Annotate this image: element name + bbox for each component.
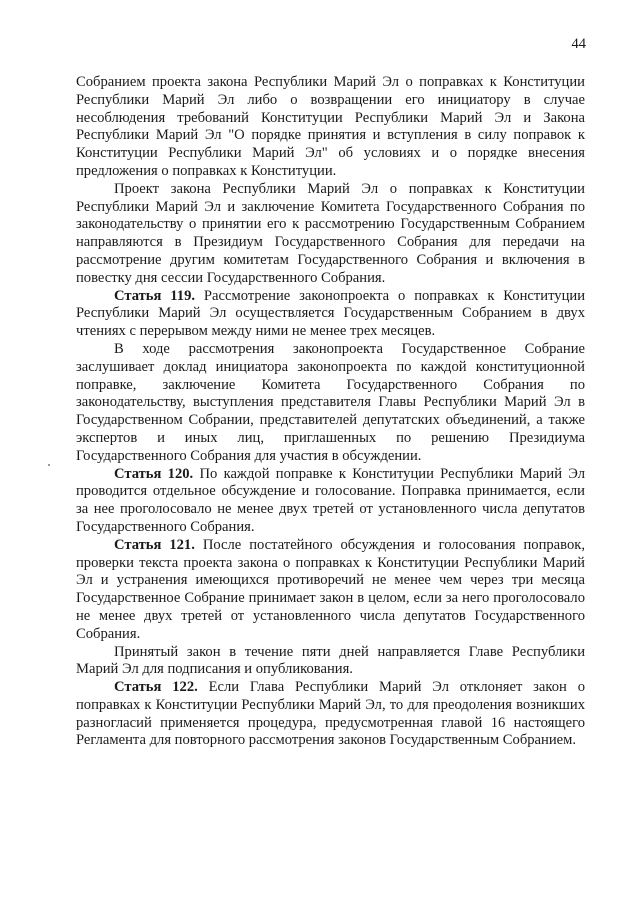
paragraph-7: [76, 644, 585, 680]
paragraph-text: Принятый закон в течение пяти дней направляется Главе Республики Марий Эл для подписания и опубликования.: [76, 643, 585, 678]
paragraph-text: После постатейного обсуждения и голосования поправок, проверки текста проекта закона о поправках к Конституции Республики Марий Эл и устранения имеющихся противоречий не менее чем через три месяца Государственное Собрание принимает закон в целом, если за него проголосовало не менее двух третей от установленного числа депутатов Государственного Собрания.: [76, 536, 585, 642]
paragraph-4: [76, 341, 585, 466]
document-body: [76, 74, 585, 750]
article-label: Статья 121.: [114, 536, 195, 553]
paragraph-text: Собранием проекта закона Республики Марий Эл о поправках к Конституции Республики Марий Эл либо о возвращении его инициатору в случае несоблюдения требований Конституции Республики Марий Эл и Закона Республики Марий Эл "О порядке принятия и вступления в силу поправок к Конституции Республики Марий Эл" об условиях и о порядке внесения предложения о поправках к Конституции.: [76, 74, 585, 179]
paragraph-text: В ходе рассмотрения законопроекта Государственное Собрание заслушивает доклад инициатора законопроекта по каждой конституционной поправке, заключение Комитета Государственного Собрания по законодательству, выступления представителя Главы Республики Марий Эл в Государственном Собрании, представителей депутатских объединений, а также экспертов и иных лиц, приглашенных по решению Президиума Государственного Собрания для участия в обсуждении.: [76, 340, 585, 464]
article-label: Статья 122.: [114, 679, 198, 696]
article-label: Статья 119.: [114, 287, 196, 304]
article-120: [76, 466, 585, 537]
paragraph-text: Рассмотрение законопроекта о поправках к Конституции Республики Марий Эл осуществляется Государственным Собранием в двух чтениях с перерывом между ними не менее трех месяцев.: [76, 287, 585, 340]
paragraph-2: [76, 181, 585, 288]
paragraph-text: Если Глава Республики Марий Эл отклоняет закон о поправках к Конституции Республики Марий Эл, то для преодоления возникших разногласий применяется процедура, предусмотренная главой 16 настоящего Регламента для повторного рассмотрения законов Государственным Собранием.: [76, 679, 585, 749]
article-121: [76, 537, 585, 644]
paragraph-1: [76, 74, 585, 181]
paragraph-text: По каждой поправке к Конституции Республики Марий Эл проводится отдельное обсуждение и голосование. Поправка принимается, если за нее проголосовало не менее двух третей от установленного числа депутатов Государственного Собрания.: [76, 465, 585, 535]
page-number: 44: [571, 36, 586, 52]
article-119: [76, 288, 585, 341]
article-label: Статья 120.: [114, 465, 194, 482]
paragraph-text: Проект закона Республики Марий Эл о поправках к Конституции Республики Марий Эл и заключение Комитета Государственного Собрания по законодательству о принятии его к рассмотрению Государственным Собранием направляются в Президиум Государственного Собрания для передачи на рассмотрение другим комитетам Государственного Собрания и включения в повестку дня сессии Государственного Собрания.: [76, 180, 585, 286]
scan-speck: [48, 464, 50, 466]
article-122: [76, 679, 585, 750]
